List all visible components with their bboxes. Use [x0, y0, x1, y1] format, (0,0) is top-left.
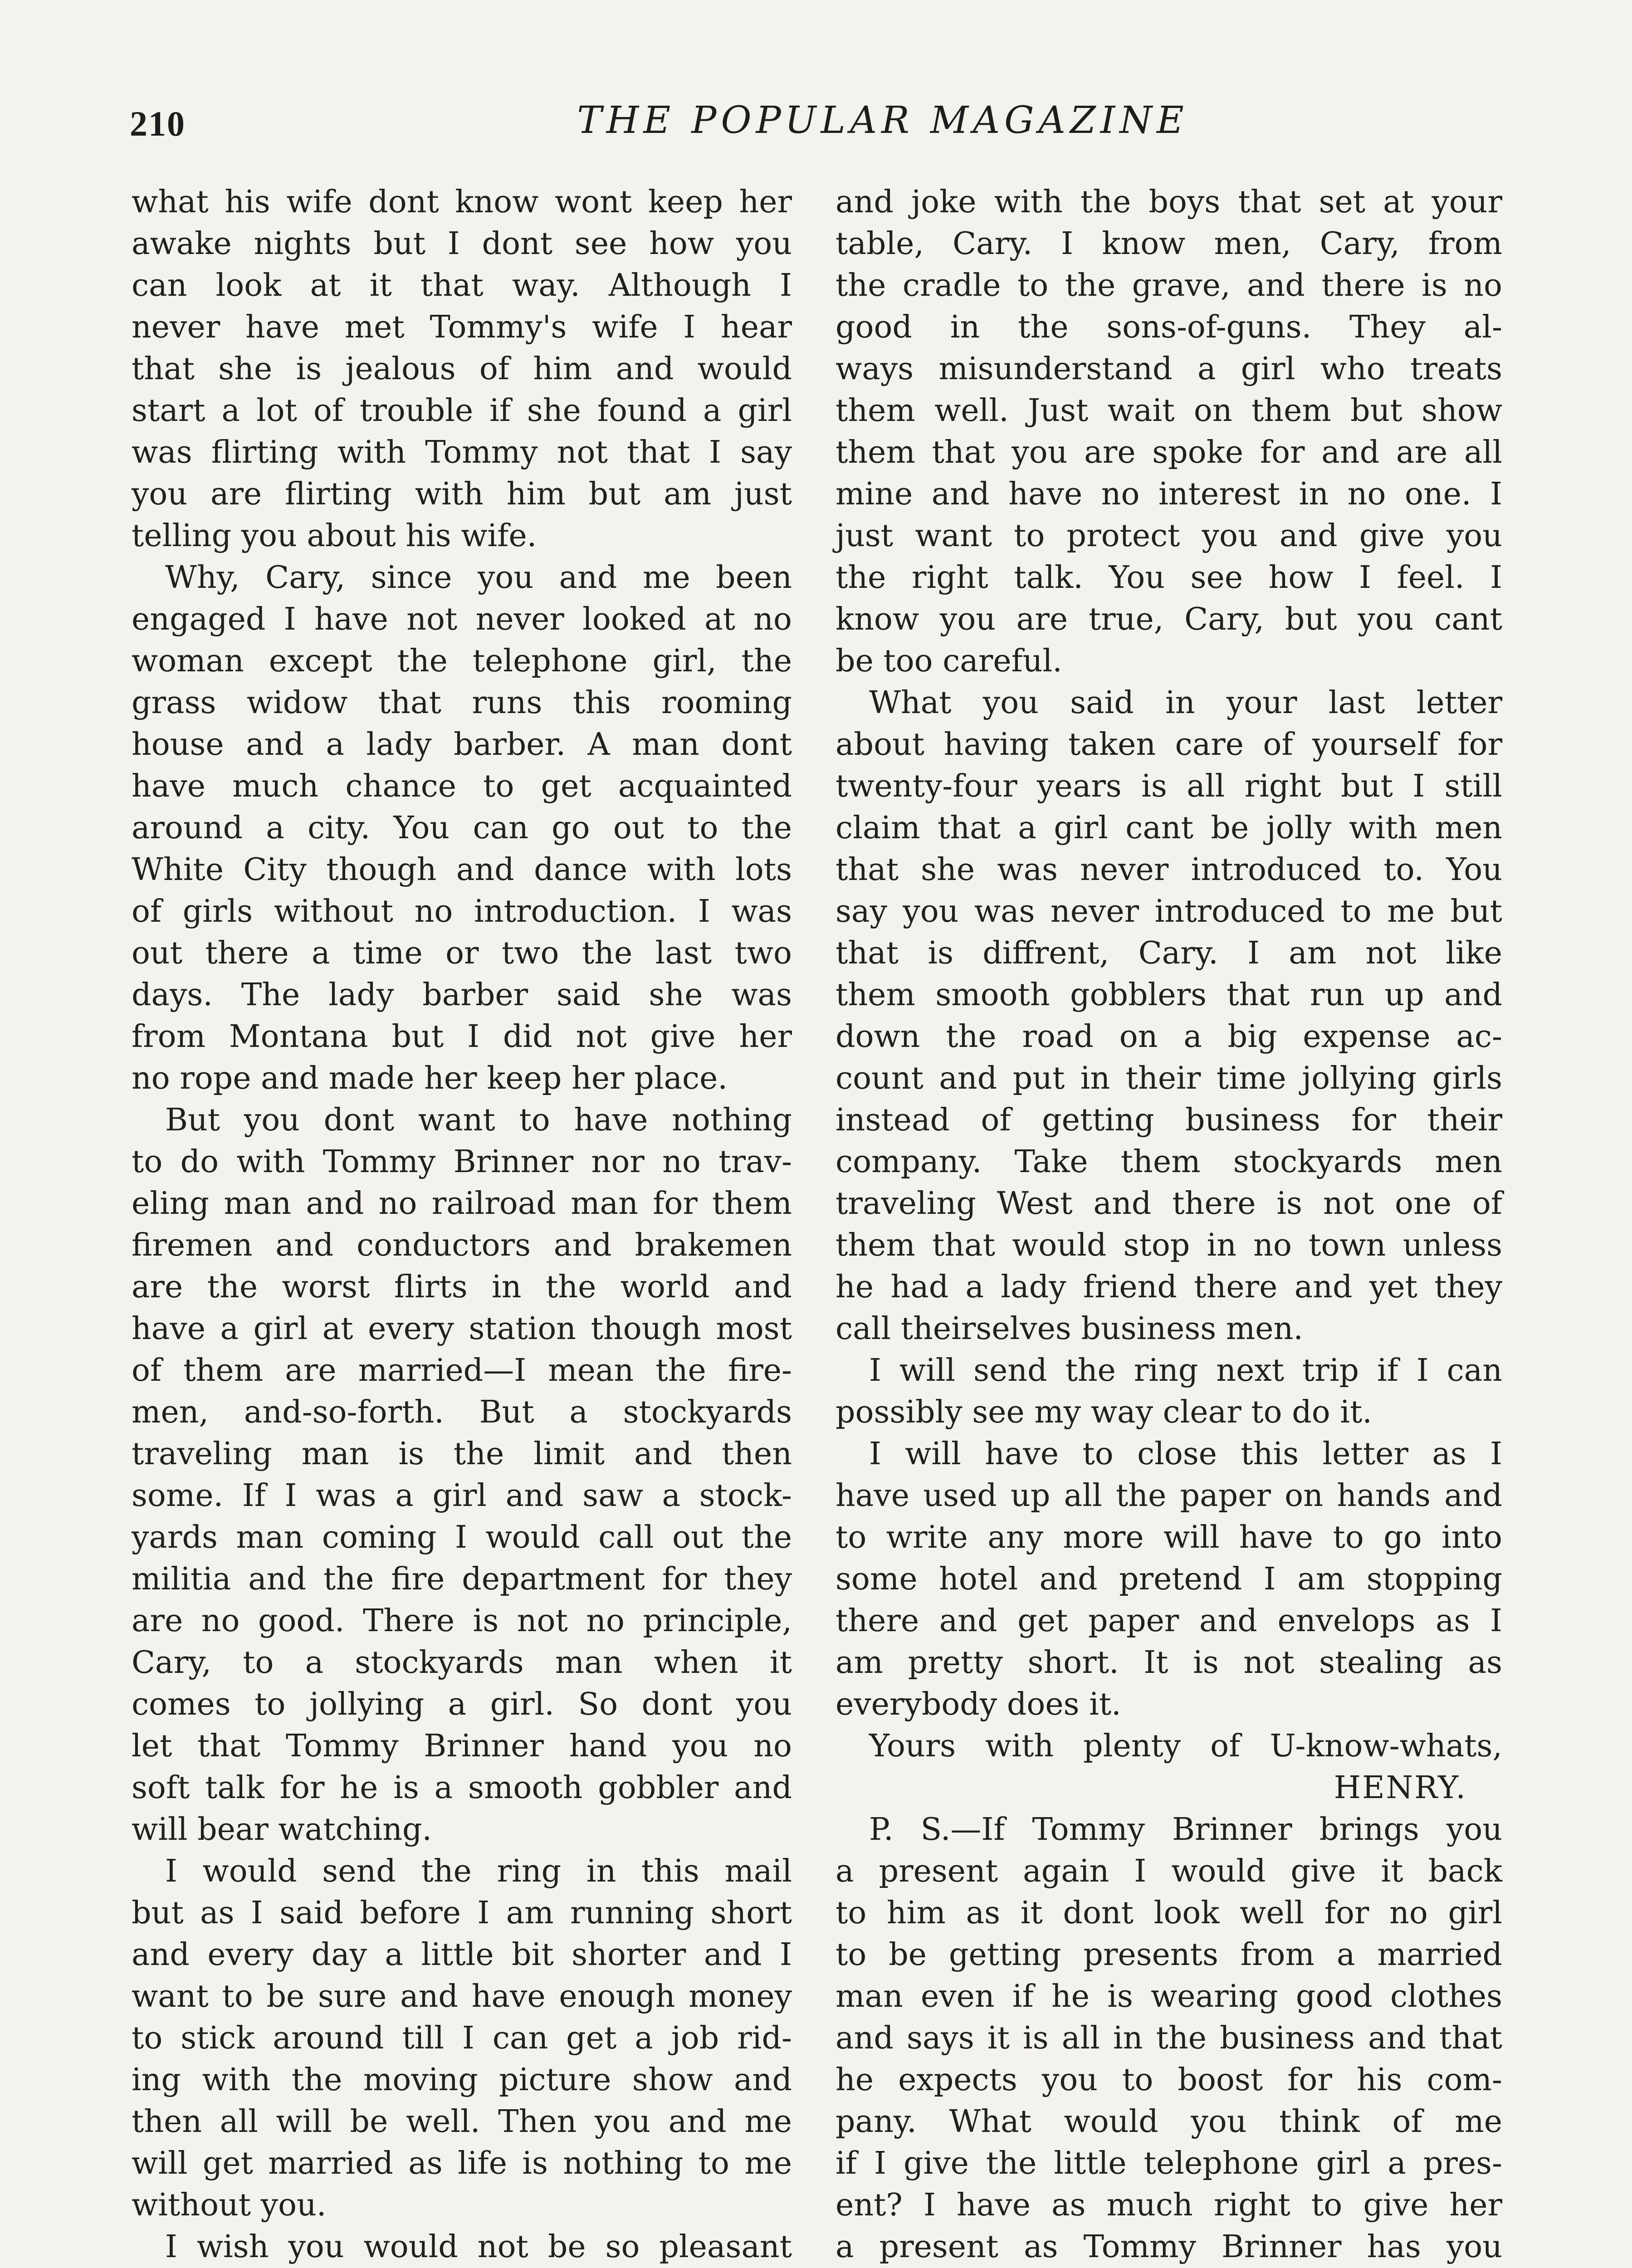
text-line: am pretty short. It is not stealing as	[836, 1645, 1502, 1681]
text-line: he expects you to boost for his com-	[836, 2062, 1502, 2098]
text-line: Yours with plenty of U-know-whats,	[869, 1728, 1502, 1764]
text-line: P. S.—If Tommy Brinner brings you	[869, 1812, 1502, 1848]
text-line: be too careful.	[836, 643, 1062, 679]
text-line: everybody does it.	[836, 1686, 1121, 1722]
text-line: from Montana but I did not give her	[132, 1019, 792, 1055]
text-line: some. If I was a girl and saw a stock-	[132, 1478, 792, 1514]
text-line: I would send the ring in this mail	[165, 1853, 792, 1889]
text-line: eling man and no railroad man for them	[132, 1186, 792, 1222]
text-line: traveling man is the limit and then	[132, 1436, 792, 1472]
text-line: call theirselves business men.	[836, 1311, 1303, 1347]
text-line: are no good. There is not no principle,	[132, 1603, 792, 1639]
text-line: traveling West and there is not one of	[836, 1186, 1502, 1222]
text-line: pany. What would you think of me	[836, 2104, 1502, 2140]
text-line: out there a time or two the last two	[132, 935, 792, 971]
text-line: ent? I have as much right to give her	[836, 2187, 1502, 2223]
text-line: I will have to close this letter as I	[869, 1436, 1502, 1472]
text-line: engaged I have not never looked at no	[132, 601, 792, 637]
text-line: that is diffrent, Cary. I am not like	[836, 935, 1502, 971]
text-line: about having taken care of yourself for	[836, 727, 1502, 763]
text-line: to him as it dont look well for no girl	[836, 1895, 1502, 1931]
text-line: soft talk for he is a smooth gobbler and	[132, 1770, 792, 1806]
text-line: down the road on a big expense ac-	[836, 1019, 1502, 1055]
text-line: yards man coming I would call out the	[132, 1520, 792, 1555]
text-line: days. The lady barber said she was	[132, 977, 792, 1013]
text-line: have much chance to get acquainted	[132, 768, 792, 804]
text-line: house and a lady barber. A man dont	[132, 727, 792, 763]
text-line: to write any more will have to go into	[836, 1520, 1502, 1555]
page-number: 210	[130, 104, 186, 143]
text-line: man even if he is wearing good clothes	[836, 1979, 1502, 2014]
text-line: are the worst flirts in the world and	[132, 1269, 792, 1305]
page-header	[130, 99, 1508, 149]
text-line: that she is jealous of him and would	[132, 351, 792, 387]
right-text-column	[836, 181, 1502, 2268]
text-line: just want to protect you and give you	[836, 518, 1502, 554]
running-title: THE POPULAR MAGAZINE	[577, 99, 1188, 142]
text-line: what his wife dont know wont keep her	[132, 184, 792, 220]
text-line: What you said in your last letter	[869, 685, 1502, 721]
text-line: table, Cary. I know men, Cary, from	[836, 226, 1502, 262]
text-line: men, and-so-forth. But a stockyards	[132, 1394, 792, 1430]
text-line: possibly see my way clear to do it.	[836, 1394, 1372, 1430]
text-line: without you.	[132, 2187, 327, 2223]
text-line: awake nights but I dont see how you	[132, 226, 792, 262]
text-line: will get married as life is nothing to me	[132, 2146, 792, 2181]
text-line: grass widow that runs this rooming	[132, 685, 792, 721]
text-line: militia and the fire department for they	[132, 1561, 792, 1597]
text-line: have a girl at every station though most	[132, 1311, 792, 1347]
text-line: company. Take them stockyards men	[836, 1144, 1502, 1180]
text-line: I will send the ring next trip if I can	[869, 1353, 1502, 1388]
text-line: instead of getting business for their	[836, 1102, 1502, 1138]
text-line: to be getting presents from a married	[836, 1937, 1502, 1973]
text-line: to do with Tommy Brinner nor no trav-	[132, 1144, 792, 1180]
text-line: good in the sons-of-guns. They al-	[836, 309, 1502, 345]
text-line: he had a lady friend there and yet they	[836, 1269, 1502, 1305]
text-line: of them are married—I mean the fire-	[132, 1353, 792, 1388]
left-text-column	[132, 181, 792, 2268]
text-line: to stick around till I can get a job rid-	[132, 2020, 792, 2056]
text-line: count and put in their time jollying girls	[836, 1061, 1502, 1096]
text-line: I wish you would not be so pleasant	[165, 2229, 792, 2265]
text-line: Cary, to a stockyards man when it	[132, 1645, 792, 1681]
text-line: and joke with the boys that set at your	[836, 184, 1502, 220]
text-line: comes to jollying a girl. So dont you	[132, 1686, 792, 1722]
text-line: around a city. You can go out to the	[132, 810, 792, 846]
text-line: them that would stop in no town unless	[836, 1227, 1502, 1263]
text-line: telling you about his wife.	[132, 518, 537, 554]
text-line: start a lot of trouble if she found a girl	[132, 393, 792, 429]
text-line: them smooth gobblers that run up and	[836, 977, 1502, 1013]
text-line: firemen and conductors and brakemen	[132, 1227, 792, 1263]
text-line: know you are true, Cary, but you cant	[836, 601, 1502, 637]
text-line: twenty-four years is all right but I still	[836, 768, 1502, 804]
text-line: of girls without no introduction. I was	[132, 894, 792, 929]
text-line: and says it is all in the business and that	[836, 2020, 1502, 2056]
text-line: let that Tommy Brinner hand you no	[132, 1728, 792, 1764]
text-line: that she was never introduced to. You	[836, 852, 1502, 888]
text-line: ways misunderstand a girl who treats	[836, 351, 1502, 387]
text-line: never have met Tommy's wife I hear	[132, 309, 792, 345]
text-line: mine and have no interest in no one. I	[836, 476, 1502, 512]
text-line: no rope and made her keep her place.	[132, 1061, 728, 1096]
text-line: Why, Cary, since you and me been	[165, 560, 792, 596]
text-line: woman except the telephone girl, the	[132, 643, 792, 679]
text-line: a present as Tommy Brinner has you	[836, 2229, 1502, 2265]
text-line: White City though and dance with lots	[132, 852, 792, 888]
text-line: and every day a little bit shorter and I	[132, 1937, 792, 1973]
text-line: was flirting with Tommy not that I say	[132, 435, 792, 470]
text-line: claim that a girl cant be jolly with men	[836, 810, 1502, 846]
text-line: them that you are spoke for and are all	[836, 435, 1502, 470]
text-line: have used up all the paper on hands and	[836, 1478, 1502, 1514]
text-line: But you dont want to have nothing	[165, 1102, 792, 1138]
text-line: say you was never introduced to me but	[836, 894, 1502, 929]
text-line: there and get paper and envelops as I	[836, 1603, 1502, 1639]
text-line: but as I said before I am running short	[132, 1895, 792, 1931]
text-line: HENRY.	[1334, 1770, 1467, 1806]
text-line: ing with the moving picture show and	[132, 2062, 792, 2098]
text-line: if I give the little telephone girl a pres-	[836, 2146, 1502, 2181]
text-line: you are flirting with him but am just	[132, 476, 792, 512]
text-line: them well. Just wait on them but show	[836, 393, 1502, 429]
text-line: want to be sure and have enough money	[132, 1979, 792, 2014]
text-line: then all will be well. Then you and me	[132, 2104, 792, 2140]
text-line: a present again I would give it back	[836, 1853, 1502, 1889]
text-line: will bear watching.	[132, 1812, 432, 1848]
text-line: some hotel and pretend I am stopping	[836, 1561, 1502, 1597]
text-line: the right talk. You see how I feel. I	[836, 560, 1502, 596]
text-line: can look at it that way. Although I	[132, 268, 792, 303]
text-line: the cradle to the grave, and there is no	[836, 268, 1502, 303]
